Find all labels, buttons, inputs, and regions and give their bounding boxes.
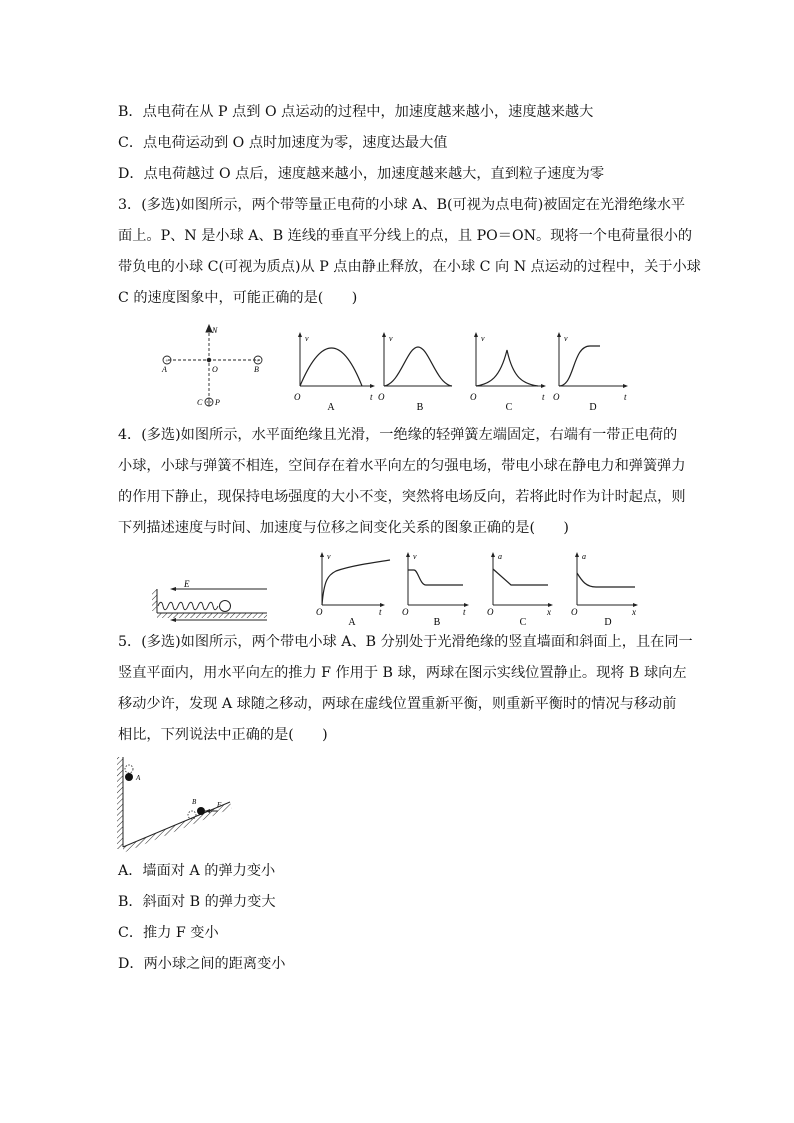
q4-field-label: E	[184, 579, 190, 589]
q4-graph-c	[487, 552, 553, 627]
q4-graph-d-origin: O	[571, 607, 578, 617]
q3-graph-b	[378, 332, 452, 413]
q2-option-b: B．点电荷在从 P 点到 O 点运动的过程中，加速度越来越小，速度越来越大	[118, 104, 594, 120]
q5-figure	[115, 755, 245, 855]
q3-graph-c	[470, 332, 546, 413]
q4-graph-d-option: D	[604, 617, 612, 627]
q3-graph-a-origin: O	[294, 392, 301, 402]
q5-option-c: C．推力 F 变小	[118, 925, 219, 941]
q3-graph-a	[294, 332, 375, 413]
q3-label-a: A	[162, 365, 167, 374]
svg-text:+: +	[165, 359, 169, 365]
q4-stem-line-2: 小球，小球与弹簧不相连，空间存在着水平向左的匀强电场，带电小球在静电力和弹簧弹力	[118, 458, 686, 474]
q4-graph-a-origin: O	[316, 607, 323, 617]
q5-stem-line-2: 竖直平面内，用水平向左的推力 F 作用于 B 球，两球在图示实线位置静止。现将 B 球向左	[118, 665, 687, 681]
q3-graph-c-ylabel: v	[481, 334, 485, 343]
q4-graph-a-option: A	[348, 617, 356, 627]
q4-graph-d-xlabel: x	[632, 607, 636, 617]
q3-graph-a-ylabel: v	[305, 334, 309, 343]
q3-graph-c-option: C	[505, 402, 513, 413]
q5-label-b: B	[192, 798, 197, 806]
q3-graph-a-option: A	[327, 402, 335, 413]
q4-graph-c-ylabel: a	[498, 552, 502, 561]
q4-graph-a-ylabel: v	[327, 552, 331, 561]
q5-option-a: A．墙面对 A 的弹力变小	[118, 863, 276, 879]
q3-label-b: B	[254, 365, 259, 374]
q5-option-d: D．两小球之间的距离变小	[118, 956, 286, 972]
q4-graph-b-option: B	[433, 617, 441, 627]
q4-graph-a	[316, 552, 390, 627]
q3-graph-d-option: D	[589, 402, 597, 413]
q3-stem-line-4: C 的速度图象中，可能正确的是( )	[118, 290, 358, 306]
q4-stem-line-1: 4．(多选)如图所示，水平面绝缘且光滑，一绝缘的轻弹簧左端固定，右端有一带正电荷的	[118, 427, 678, 443]
q4-graph-a-xlabel: t	[379, 607, 382, 617]
q5-label-f: F	[217, 801, 222, 809]
q3-graph-c-origin: O	[470, 392, 477, 402]
q4-graph-b-origin: O	[402, 607, 409, 617]
q5-stem-line-3: 移动少许，发现 A 球随之移动，两球在虚线位置重新平衡，则重新平衡时的情况与移动前	[118, 696, 677, 712]
q4-graph-c-xlabel: x	[547, 607, 551, 617]
svg-text:+: +	[256, 359, 260, 365]
q4-graph-c-origin: O	[487, 607, 494, 617]
q4-spring-diagram	[152, 587, 267, 622]
q3-graph-b-option: B	[416, 402, 424, 413]
q3-graph-b-origin: O	[378, 392, 385, 402]
q4-figure	[150, 545, 650, 627]
q3-graph-b-ylabel: v	[389, 334, 393, 343]
q3-graph-d-origin: O	[553, 392, 560, 402]
q3-stem-line-2: 面上。P、N 是小球 A、B 连线的垂直平分线上的点，且 PO＝ON。现将一个电荷量很小的	[118, 228, 693, 244]
q4-graph-b	[402, 552, 469, 627]
q4-graph-b-ylabel: v	[413, 552, 417, 561]
q3-label-c: C	[197, 398, 203, 407]
q3-label-o: O	[212, 365, 218, 374]
q5-wall-incline-diagram	[117, 757, 232, 853]
q3-stem-line-1: 3．(多选)如图所示，两个带等量正电荷的小球 A、B(可视为点电荷)被固定在光滑绝缘水平	[118, 197, 686, 213]
q5-label-a: A	[136, 774, 141, 782]
q4-graph-b-xlabel: t	[463, 607, 466, 617]
q2-option-c: C．点电荷运动到 O 点时加速度为零，速度达最大值	[118, 135, 448, 151]
q2-option-d: D．点电荷越过 O 点后，速度越来越小，加速度越来越大，直到粒子速度为零	[118, 166, 605, 182]
q3-graph-a-xlabel: t	[370, 392, 373, 402]
q3-graph-d-xlabel: t	[624, 392, 627, 402]
q4-stem-line-3: 的作用下静止，现保持电场强度的大小不变，突然将电场反向，若将此时作为计时起点，则	[118, 489, 686, 505]
q3-graph-c-xlabel: t	[542, 392, 545, 402]
q3-stem-line-3: 带负电的小球 C(可视为质点)从 P 点由静止释放，在小球 C 向 N 点运动的过程中，关于小球	[118, 259, 701, 275]
q3-graph-d	[553, 332, 628, 413]
q5-stem-line-1: 5．(多选)如图所示，两个带电小球 A、B 分别处于光滑绝缘的竖直墙面和斜面上，且在同一	[118, 634, 693, 650]
q3-figure	[150, 320, 640, 415]
q4-stem-line-4: 下列描述速度与时间、加速度与位移之间变化关系的图象正确的是( )	[118, 520, 569, 536]
q4-graph-c-option: C	[519, 617, 527, 627]
q5-stem-line-4: 相比，下列说法中正确的是( )	[118, 727, 328, 743]
q4-graph-d-ylabel: a	[582, 552, 586, 561]
q5-option-b: B．斜面对 B 的弹力变大	[118, 894, 276, 910]
q3-graph-d-ylabel: v	[564, 334, 568, 343]
q4-graph-d	[571, 552, 638, 627]
q3-label-n: N	[212, 326, 218, 335]
q3-label-p: P	[215, 398, 220, 407]
